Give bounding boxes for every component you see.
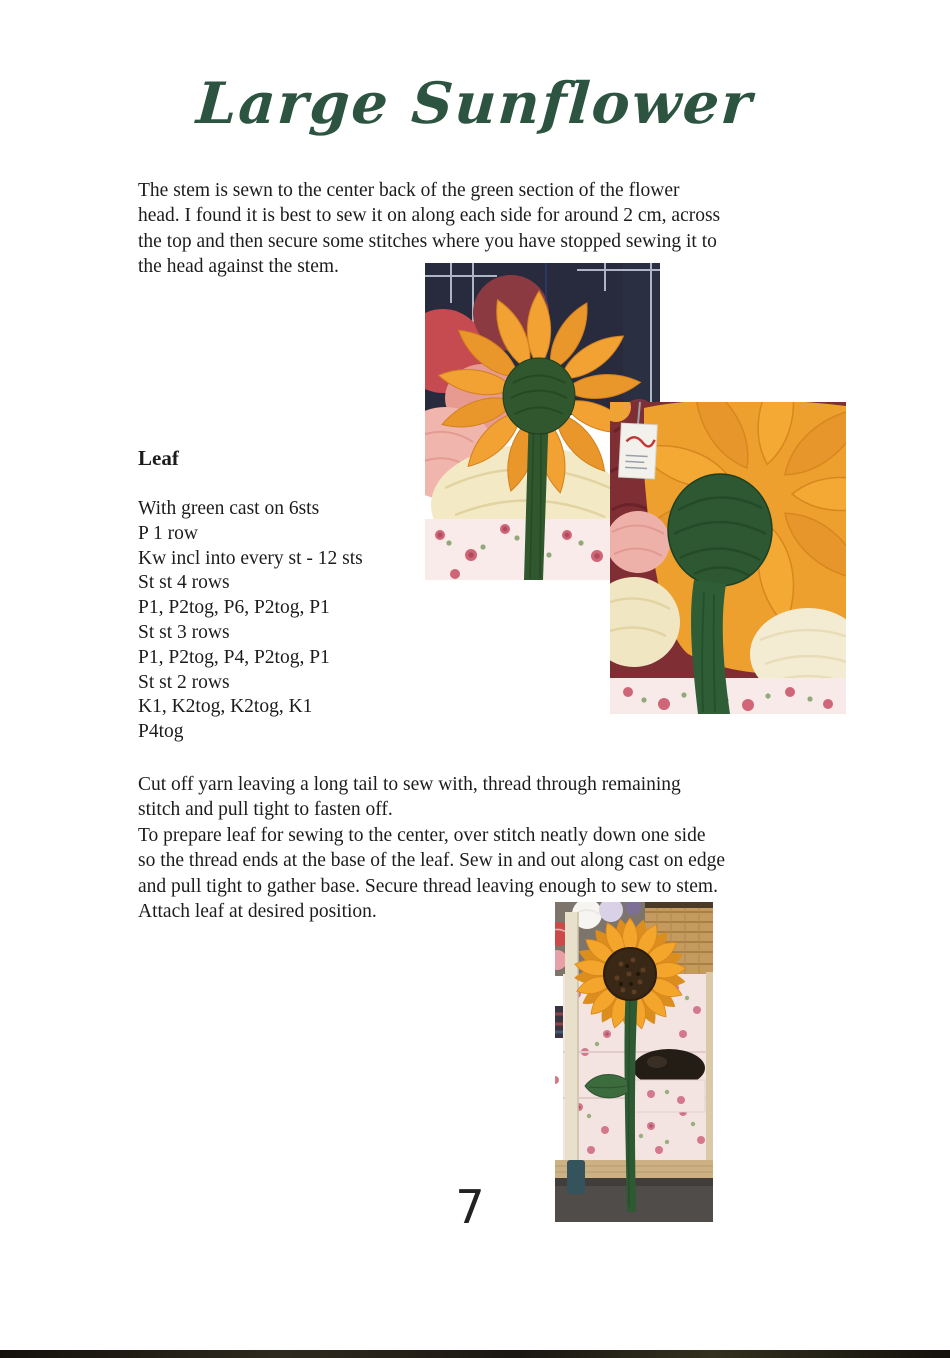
leaf-instructions-list	[138, 497, 363, 745]
page-title: Large Sunflower	[194, 70, 756, 137]
finishing-line: To prepare leaf for sewing to the center, over stitch neatly down one side	[138, 824, 706, 846]
leaf-section-heading: Leaf	[138, 446, 179, 470]
page-number: 7	[455, 1180, 485, 1234]
leaf-step: St st 3 rows	[138, 621, 230, 643]
finishing-line: stitch and pull tight to fasten off.	[138, 799, 393, 821]
leaf-step: P 1 row	[138, 522, 198, 544]
photo-centre-closeup	[610, 402, 846, 714]
leaf-step: P4tog	[138, 721, 184, 743]
finishing-line: Cut off yarn leaving a long tail to sew with, thread through remaining	[138, 774, 681, 795]
intro-line: The stem is sewn to the center back of the green section of the flower	[138, 180, 680, 201]
intro-line: head. I found it is best to sew it on along each side for around 2 cm, across	[138, 205, 721, 227]
finishing-line: so the thread ends at the base of the leaf. Sew in and out along cast on edge	[138, 850, 725, 872]
leaf-step: With green cast on 6sts	[138, 498, 320, 519]
leaf-step: K1, K2tog, K2tog, K1	[138, 696, 313, 718]
finishing-line: Attach leaf at desired position.	[138, 901, 377, 923]
leaf-step: P1, P2tog, P6, P2tog, P1	[138, 597, 330, 619]
leaf-step: Kw incl into every st - 12 sts	[138, 547, 363, 569]
price-tag	[619, 423, 658, 479]
scan-edge-bar	[0, 1350, 950, 1358]
centre-closeup-illustration	[610, 402, 846, 714]
finishing-line: and pull tight to gather base. Secure thread leaving enough to sew to stem.	[138, 875, 718, 897]
finished-sunflower-illustration	[555, 902, 713, 1222]
intro-line: the top and then secure some stitches where you have stopped sewing it to	[138, 230, 717, 252]
intro-line: the head against the stem.	[138, 256, 339, 278]
leaf-step: P1, P2tog, P4, P2tog, P1	[138, 646, 330, 668]
leaf-step: St st 4 rows	[138, 572, 230, 594]
leaf-step: St st 2 rows	[138, 671, 230, 693]
photo-finished-sunflower	[555, 902, 713, 1222]
